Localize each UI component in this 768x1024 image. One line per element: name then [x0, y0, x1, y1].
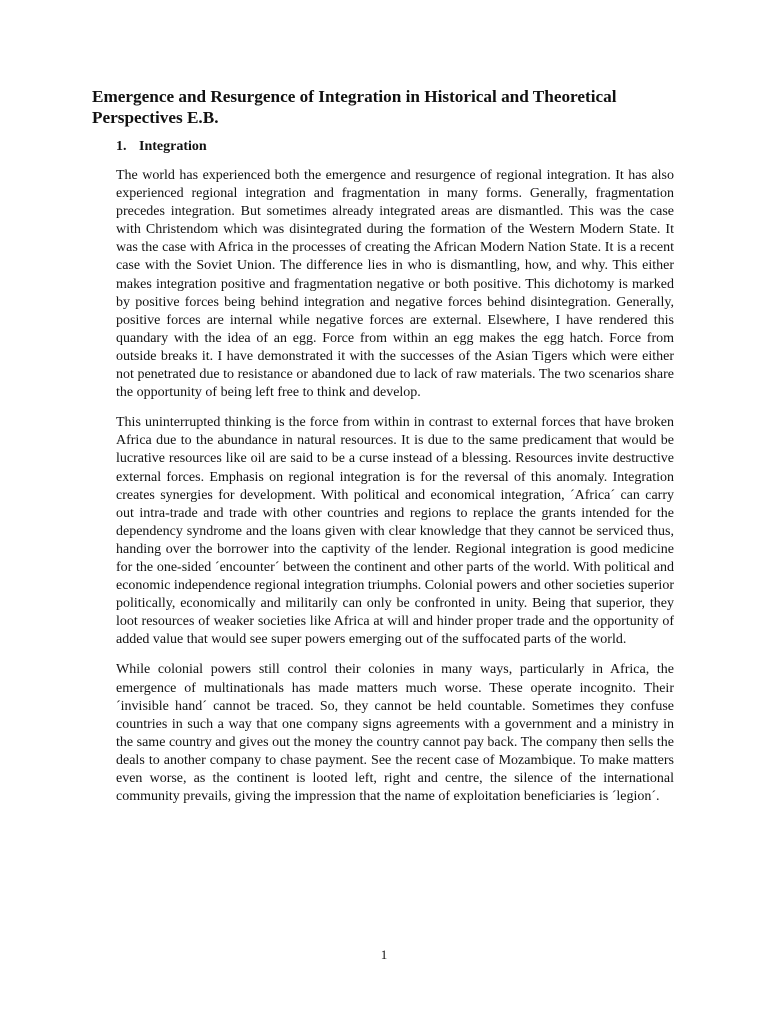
section-title: Integration	[139, 139, 207, 154]
page-number: 1	[380, 947, 388, 962]
document-title: Emergence and Resurgence of Integration in Historical and Theoretical Perspectives E.B.	[92, 87, 617, 127]
section-heading	[116, 138, 207, 156]
body-text	[116, 167, 674, 818]
section-number: 1.	[116, 139, 127, 154]
paragraph-2: This uninterrupted thinking is the force from within in contrast to external forces that have broken Africa due to the abundance in natural resources. It is due to the same predicament that would be lucrative resources like oil are said to be a curse instead of a blessing. Resources invite destructive external forces. Emphasis on regional integration is for the reversal of this anomaly. Integration creates synergies for development. With political and economical integration, ´Africa´ can carry out intra-trade and trade with other countries and regions to replace the grants intended for the dependency syndrome and the loans given with clear knowledge that they cannot be serviced thus, handing over the borrower into the captivity of the lender. Regional integration is good medicine for the one-sided ´encounter´ between the continent and other parts of the world. With political and economic independence regional integration triumphs. Colonial powers and other societies superior politically, economically and militarily can only be confronted in unity. Being that superior, they loot resources of weaker societies like Africa at will and hinder proper trade and the opportunity of added value that would see super powers emerging out of the suffocated parts of the world.	[116, 415, 674, 648]
paragraph-1: The world has experienced both the emergence and resurgence of regional integration. It has also experienced regional integration and fragmentation in many forms. Generally, fragmentation precedes integration. But sometimes already integrated areas are dismantled. This was the case with Christendom which was disintegrated during the formation of the Western Modern State. It was the case with Africa in the processes of creating the African Modern Nation State. It is a recent case with the Soviet Union. The difference lies in who is dismantling, how, and why. This either makes integration positive and fragmentation negative or both positive. This dichotomy is marked by positive forces being behind integration and negative forces behind disintegration. Generally, positive forces are internal while negative forces are external. Elsewhere, I have rendered this quandary with the idea of an egg. Force from within an egg makes the egg hatch. Force from outside breaks it. I have demonstrated it with the successes of the Asian Tigers which were either not penetrated due to resistance or abandoned due to lack of raw materials. The two scenarios share the opportunity of being left free to think and develop.	[116, 168, 674, 401]
paragraph-3: While colonial powers still control their colonies in many ways, particularly in Africa, the emergence of multinationals has made matters much worse. These operate incognito. Their ´invisible hand´ cannot be traced. So, they cannot be held countable. Sometimes they confuse countries in such a way that one company signs agreements with a government and a ministry in the same country and gives out the money the country cannot pay back. The company then sells the deals to another company to chase payment. See the recent case of Mozambique. To make matters even worse, as the continent is looted left, right and centre, the silence of the international community prevails, giving the impression that the name of exploitation beneficiaries is ´legion´.	[116, 662, 674, 805]
